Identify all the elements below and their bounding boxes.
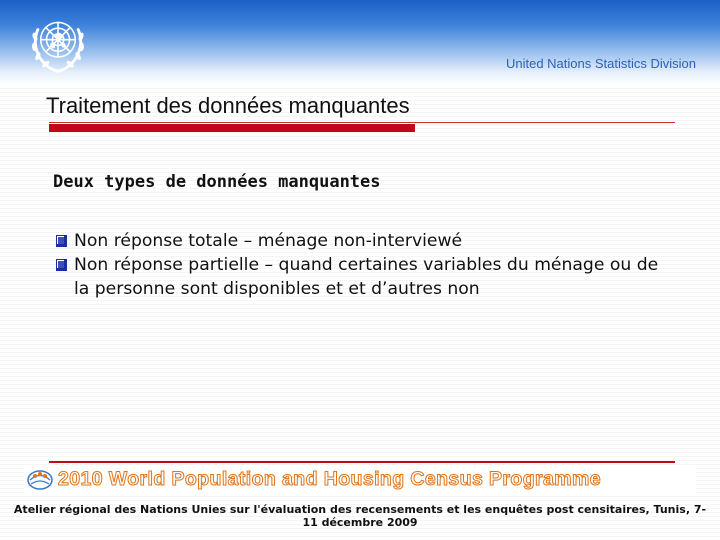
slide-title: Traitement des données manquantes — [46, 93, 410, 118]
title-underline — [49, 122, 675, 123]
square-bullet-icon — [55, 234, 68, 248]
census-programme-banner — [24, 466, 696, 493]
census-programme-title: 2010 World Population and Housing Census Programme — [58, 468, 601, 490]
header-band — [0, 0, 720, 85]
division-name: United Nations Statistics Division — [505, 56, 696, 71]
bullet-text: Non réponse partielle – quand certaines variables du ménage ou de la personne sont disponibles et et d’autres non — [74, 255, 659, 299]
footer-caption: Atelier régional des Nations Unies sur l'évaluation des recensements et les enquêtes post censitaires, Tunis, 7-11 décembre 2009 — [13, 503, 707, 529]
bullet-text: Non réponse totale – ménage non-interviewé — [74, 231, 463, 251]
title-accent-bar — [49, 124, 415, 132]
un-emblem-icon — [22, 8, 94, 80]
census-globe-icon — [26, 467, 54, 491]
section-heading: Deux types de données manquantes — [53, 172, 381, 192]
footer-rule — [49, 461, 675, 463]
bullet-item — [55, 229, 675, 253]
square-bullet-icon — [55, 258, 68, 272]
bullet-list — [55, 229, 675, 301]
bullet-item — [55, 253, 675, 301]
